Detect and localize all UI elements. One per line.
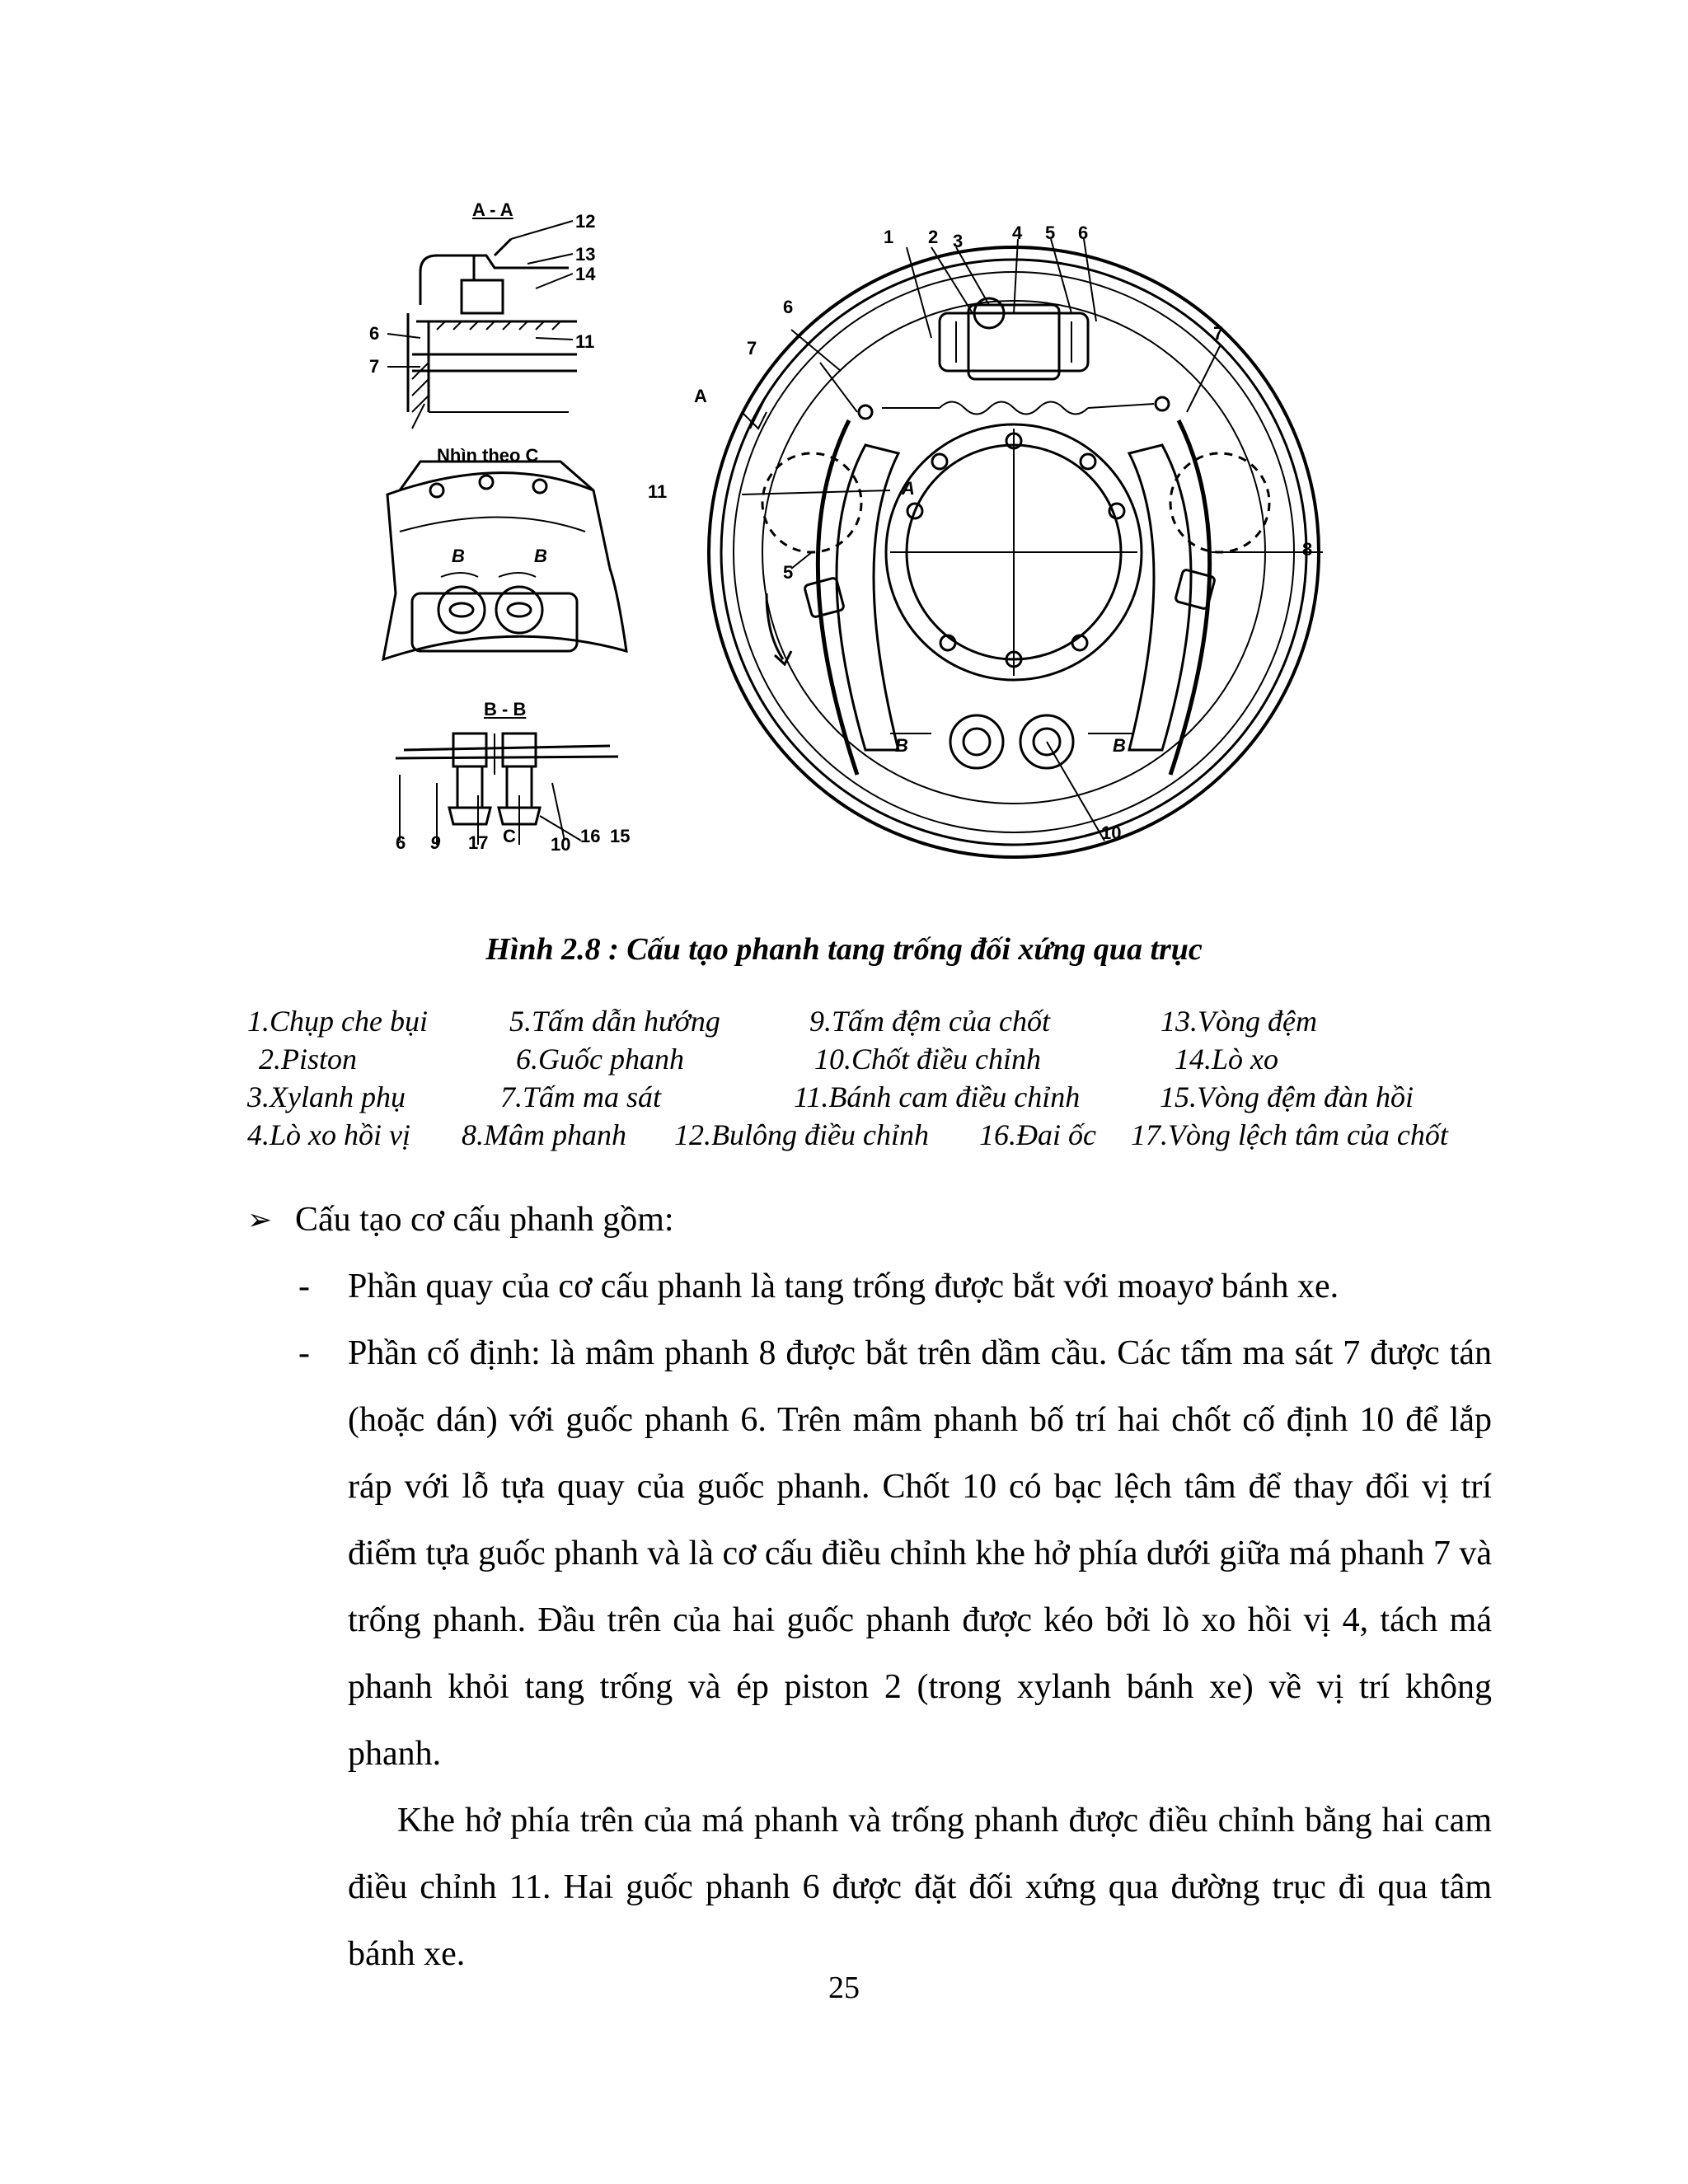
label-15: 15 <box>610 826 631 846</box>
label-main-2: 2 <box>928 227 939 247</box>
legend-item: 5.Tấm dẫn hướng <box>509 1005 720 1038</box>
label-7-aa: 7 <box>369 356 380 377</box>
legend-item: 16.Đai ốc <box>979 1118 1096 1151</box>
legend-row <box>247 1080 1500 1118</box>
label-c: C <box>503 826 516 846</box>
legend-item: 9.Tấm đệm của chốt <box>809 1005 1050 1038</box>
legend-item: 14.Lò xo <box>1175 1043 1278 1076</box>
legend-item: 8.Mâm phanh <box>462 1118 626 1151</box>
label-9: 9 <box>430 832 441 853</box>
brake-drum-figure <box>363 199 1335 865</box>
label-main-4: 4 <box>1012 223 1023 243</box>
label-main-10: 10 <box>1101 823 1122 843</box>
label-main-3: 3 <box>953 231 964 251</box>
page-number: 25 <box>828 1971 860 2005</box>
label-main-6: 6 <box>1078 223 1089 243</box>
legend-row <box>247 1118 1500 1155</box>
label-main-b-right: B <box>1113 735 1126 756</box>
label-6-bb: 6 <box>396 832 406 853</box>
label-b-left: B <box>452 546 465 566</box>
legend-row <box>247 1004 1500 1042</box>
label-10-bb: 10 <box>551 834 571 855</box>
body-text <box>247 1187 1492 2022</box>
legend-row <box>247 1042 1500 1080</box>
label-main-a-inner: A <box>902 478 915 499</box>
legend-item: 6.Guốc phanh <box>516 1043 684 1076</box>
legend-item: 2.Piston <box>259 1043 358 1076</box>
figure-legend <box>247 1004 1500 1155</box>
label-14: 14 <box>575 264 596 284</box>
label-main-7-right: 7 <box>1213 323 1224 344</box>
legend-item: 10.Chốt điều chỉnh <box>814 1043 1041 1076</box>
label-main-a: A <box>694 386 707 406</box>
label-b-right: B <box>534 546 547 566</box>
legend-item: 13.Vòng đệm <box>1160 1005 1317 1038</box>
label-main-7-left: 7 <box>747 338 757 359</box>
legend-item: 7.Tấm ma sát <box>500 1080 662 1113</box>
legend-item: 12.Bulông điều chỉnh <box>674 1118 929 1151</box>
label-nhin-theo-c: Nhìn theo C <box>437 445 539 466</box>
legend-item: 1.Chụp che bụi <box>247 1005 428 1038</box>
arrow-bullet-icon: ➢ <box>247 1203 273 1237</box>
figure-caption: Hình 2.8 : Cấu tạo phanh tang trống đối xứng qua trục <box>485 932 1203 967</box>
legend-item: 11.Bánh cam điều chỉnh <box>794 1080 1081 1113</box>
label-13: 13 <box>575 244 596 265</box>
brake-diagram-drawing <box>363 206 1335 865</box>
legend-item: 4.Lò xo hồi vị <box>247 1118 410 1151</box>
label-main-1: 1 <box>884 227 894 247</box>
label-12: 12 <box>575 211 596 232</box>
label-11-aa: 11 <box>575 331 595 352</box>
label-main-5-guide: 5 <box>783 562 794 583</box>
label-b-b: B - B <box>484 699 527 719</box>
bullet-heading <box>247 1187 1492 1254</box>
bullet-heading-text: Cấu tạo cơ cấu phanh gồm: <box>295 1201 674 1239</box>
list-item <box>247 1254 1492 1320</box>
label-main-b-left: B <box>895 735 908 756</box>
dash-marker: - <box>298 1334 310 1372</box>
label-main-6-left: 6 <box>783 297 794 317</box>
label-main-5: 5 <box>1045 223 1056 243</box>
label-6-aa: 6 <box>369 323 380 344</box>
list-item-text: Phần quay của cơ cấu phanh là tang trống được bắt với moayơ bánh xe. <box>348 1268 1339 1305</box>
label-a-a: A - A <box>472 199 513 220</box>
list-item <box>247 1320 1492 1788</box>
label-16: 16 <box>580 826 601 846</box>
legend-item: 17.Vòng lệch tâm của chốt <box>1131 1118 1448 1151</box>
dash-marker: - <box>298 1268 310 1305</box>
legend-item: 3.Xylanh phụ <box>247 1080 406 1113</box>
list-item-text: Phần cố định: là mâm phanh 8 được bắt trên dầm cầu. Các tấm ma sát 7 được tán (hoặc dán) với guốc phanh 6. Trên mâm phanh bố trí hai chốt cố định 10 để lắp ráp với lỗ tựa quay của guốc phanh. Chốt 10 có bạc lệch tâm để thay đổi vị trí điểm tựa guốc phanh và là cơ cấu điều chỉnh khe hở phía dưới giữa má phanh 7 và trống phanh. Đầu trên của hai guốc phanh được kéo bởi lò xo hồi vị 4, tách má phanh khỏi tang trống và ép piston 2 (trong xylanh bánh xe) về vị trí không phanh. <box>348 1334 1492 1773</box>
label-17: 17 <box>468 832 489 853</box>
label-main-8: 8 <box>1302 539 1313 560</box>
paragraph: Khe hở phía trên của má phanh và trống phanh được điều chỉnh bằng hai cam điều chỉnh 11. Hai guốc phanh 6 được đặt đối xứng qua đường trục đi qua tâm bánh xe. <box>348 1802 1492 1973</box>
label-main-11: 11 <box>648 481 668 502</box>
legend-item: 15.Vòng đệm đàn hồi <box>1160 1080 1414 1113</box>
